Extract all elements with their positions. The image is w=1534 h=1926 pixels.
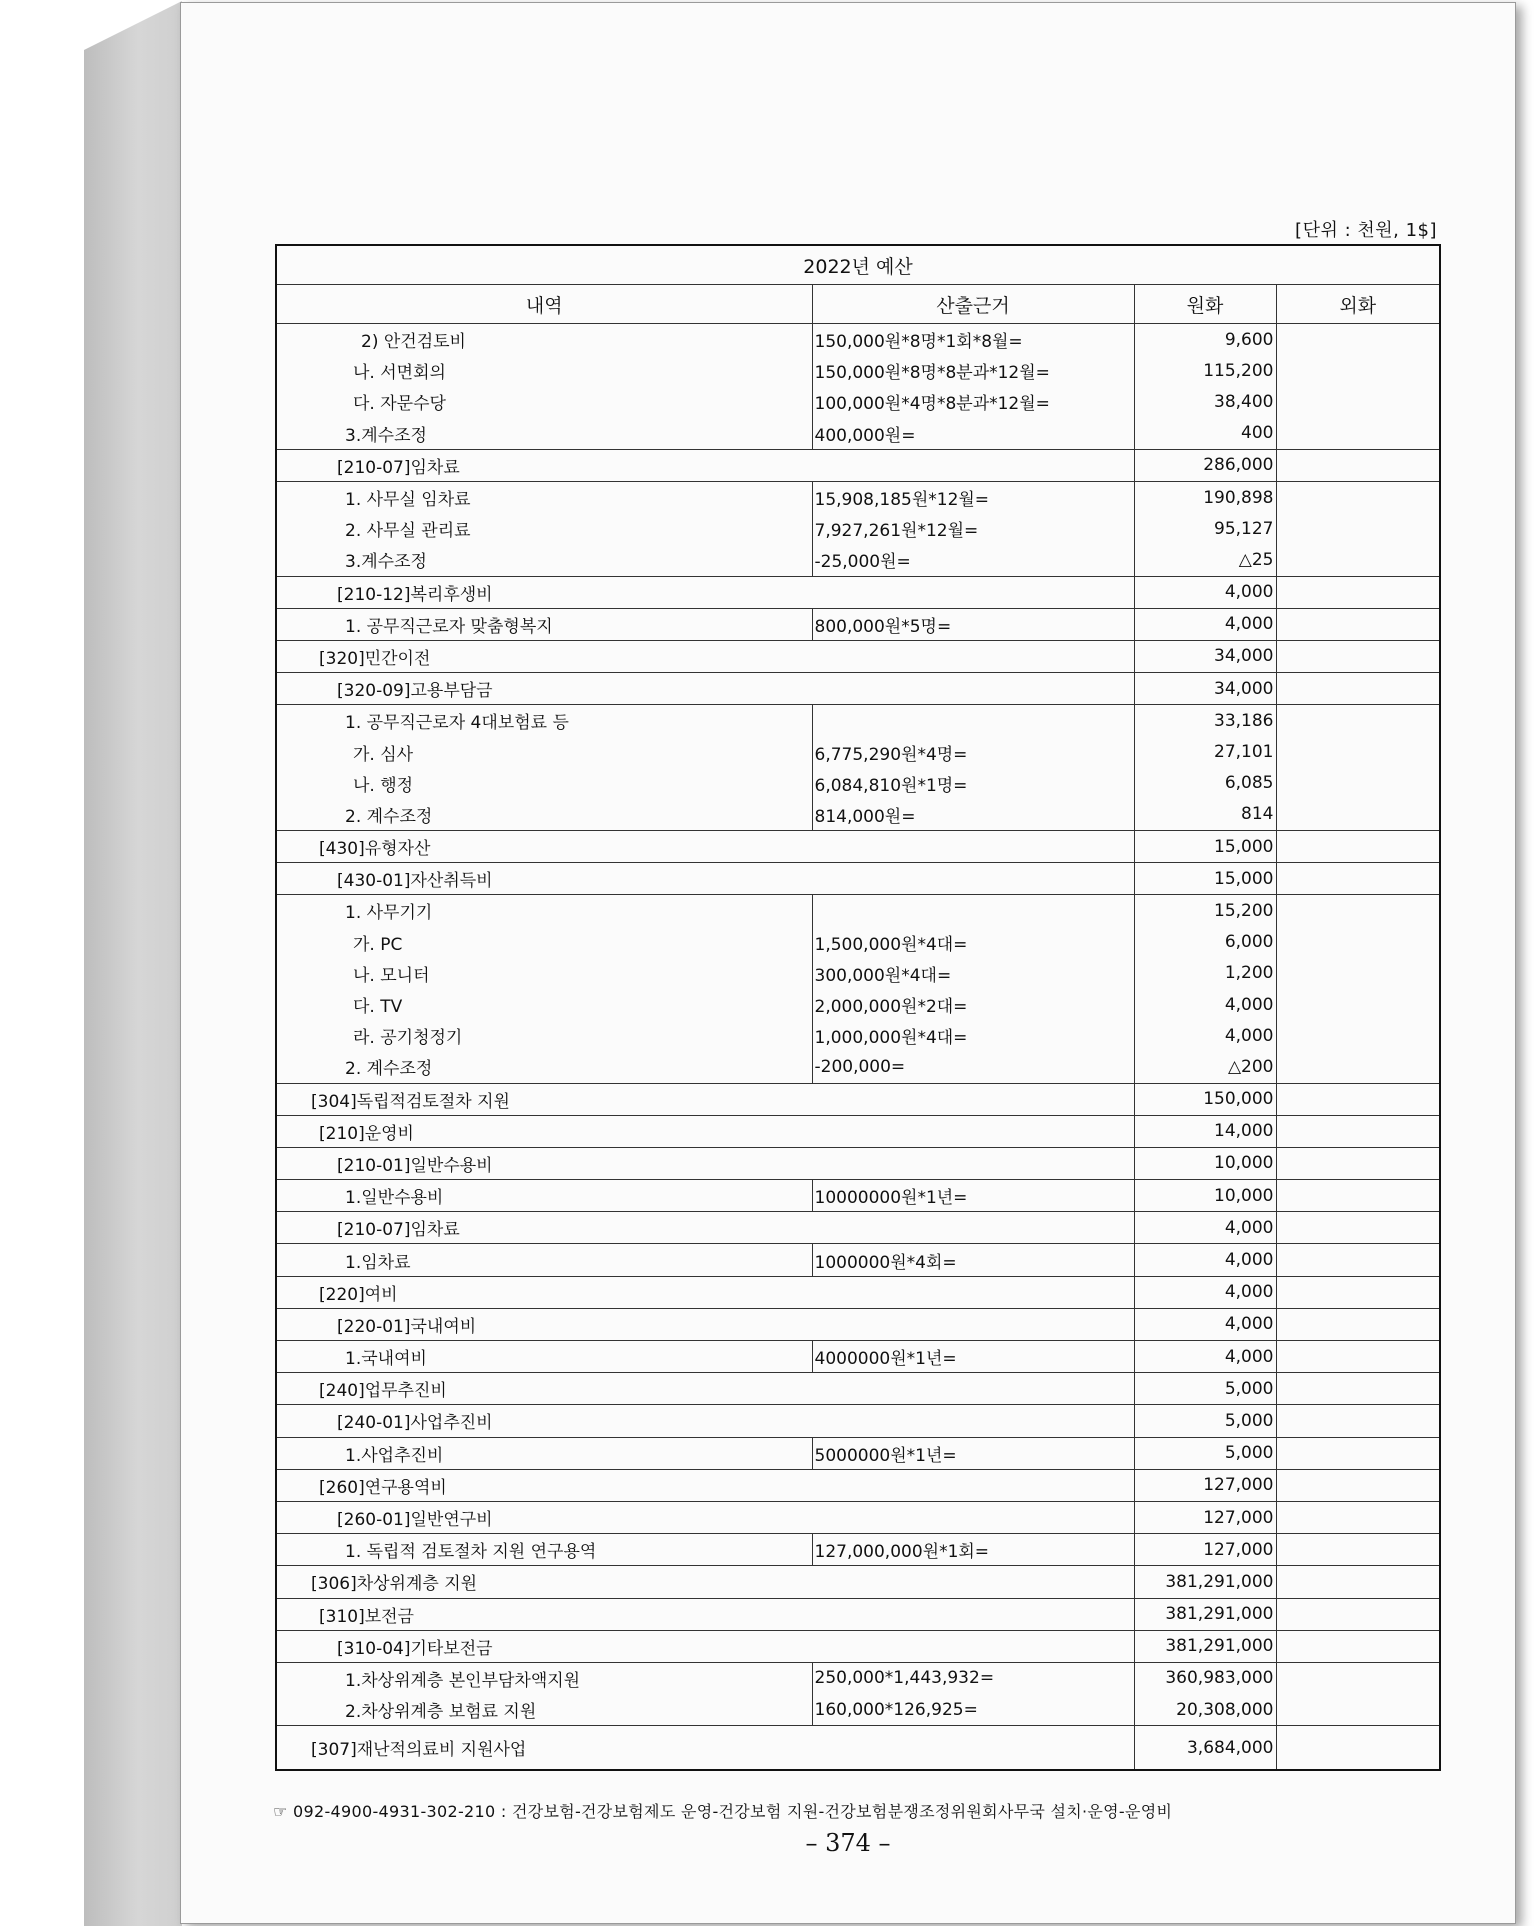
row-krw: 360,983,000	[1134, 1662, 1276, 1694]
row-item: [240-01]사업추진비	[276, 1405, 1134, 1437]
row-krw: 4,000	[1134, 1341, 1276, 1373]
row-foreign	[1276, 1694, 1440, 1726]
table-row	[276, 989, 1440, 1020]
row-foreign	[1276, 1566, 1440, 1598]
row-basis: 1,000,000원*4대=	[812, 1020, 1134, 1051]
row-basis: -200,000=	[812, 1051, 1134, 1083]
row-foreign	[1276, 1726, 1440, 1770]
table-row	[276, 1180, 1440, 1212]
header-item: 내역	[276, 285, 812, 324]
table-row	[276, 1694, 1440, 1726]
row-basis: 2,000,000원*2대=	[812, 989, 1134, 1020]
table-row	[276, 576, 1440, 608]
row-item: 2.차상위계층 보험료 지원	[276, 1694, 812, 1726]
budget-table	[275, 244, 1441, 1771]
table-row	[276, 1373, 1440, 1405]
row-krw: 3,684,000	[1134, 1726, 1276, 1770]
row-foreign	[1276, 513, 1440, 544]
row-item: [260]연구용역비	[276, 1469, 1134, 1501]
table-row	[276, 863, 1440, 895]
row-basis: 6,775,290원*4명=	[812, 736, 1134, 767]
row-krw: 34,000	[1134, 673, 1276, 705]
table-row	[276, 481, 1440, 513]
row-item: 1. 사무기기	[276, 895, 812, 927]
table-row	[276, 673, 1440, 705]
table-title: 2022년 예산	[276, 245, 1440, 285]
row-krw: 27,101	[1134, 736, 1276, 767]
row-item: [220]여비	[276, 1276, 1134, 1308]
row-krw: 190,898	[1134, 481, 1276, 513]
row-basis: 4000000원*1년=	[812, 1341, 1134, 1373]
table-row	[276, 1083, 1440, 1115]
table-row	[276, 1469, 1440, 1501]
row-krw: △25	[1134, 544, 1276, 576]
row-foreign	[1276, 673, 1440, 705]
row-foreign	[1276, 1244, 1440, 1276]
row-foreign	[1276, 1020, 1440, 1051]
row-foreign	[1276, 1662, 1440, 1694]
row-basis: 127,000,000원*1회=	[812, 1534, 1134, 1566]
row-item: 가. PC	[276, 927, 812, 958]
row-krw: 286,000	[1134, 449, 1276, 481]
row-item: 3.계수조정	[276, 544, 812, 576]
header-basis: 산출근거	[812, 285, 1134, 324]
row-item: [260-01]일반연구비	[276, 1501, 1134, 1533]
row-basis: 15,908,185원*12월=	[812, 481, 1134, 513]
row-item: [310-04]기타보전금	[276, 1630, 1134, 1662]
footnote: ☞ 092-4900-4931-302-210 : 건강보험-건강보험제도 운영-건강보험 지원-건강보험분쟁조정위원회사무국 설치·운영-운영비	[273, 1802, 1173, 1821]
row-krw: 381,291,000	[1134, 1630, 1276, 1662]
row-foreign	[1276, 736, 1440, 767]
row-item: 2. 사무실 관리료	[276, 513, 812, 544]
row-item: 3.계수조정	[276, 418, 812, 450]
row-item: 2. 계수조정	[276, 1051, 812, 1083]
page-number: – 374 –	[805, 1829, 891, 1857]
row-item: [220-01]국내여비	[276, 1308, 1134, 1340]
row-krw: 15,000	[1134, 863, 1276, 895]
row-foreign	[1276, 576, 1440, 608]
row-basis: 160,000*126,925=	[812, 1694, 1134, 1726]
row-basis: 250,000*1,443,932=	[812, 1662, 1134, 1694]
table-row	[276, 1566, 1440, 1598]
row-item: [210]운영비	[276, 1115, 1134, 1147]
table-row	[276, 768, 1440, 799]
table-row	[276, 1244, 1440, 1276]
table-row	[276, 895, 1440, 927]
table-row	[276, 386, 1440, 417]
table-row	[276, 1437, 1440, 1469]
row-krw: 127,000	[1134, 1534, 1276, 1566]
row-foreign	[1276, 1212, 1440, 1244]
row-krw: 95,127	[1134, 513, 1276, 544]
row-krw: 20,308,000	[1134, 1694, 1276, 1726]
row-krw: 33,186	[1134, 705, 1276, 737]
table-row	[276, 1405, 1440, 1437]
row-item: 다. 자문수당	[276, 386, 812, 417]
row-foreign	[1276, 768, 1440, 799]
table-row	[276, 1726, 1440, 1770]
row-item: 1. 독립적 검토절차 지원 연구용역	[276, 1534, 812, 1566]
header-foreign: 외화	[1276, 285, 1440, 324]
row-foreign	[1276, 418, 1440, 450]
row-krw: 5,000	[1134, 1405, 1276, 1437]
row-krw: 4,000	[1134, 989, 1276, 1020]
row-krw: 4,000	[1134, 576, 1276, 608]
row-item: 1. 공무직근로자 맞춤형복지	[276, 608, 812, 640]
row-foreign	[1276, 863, 1440, 895]
row-item: 가. 심사	[276, 736, 812, 767]
row-basis: 10000000원*1년=	[812, 1180, 1134, 1212]
table-row	[276, 1534, 1440, 1566]
row-foreign	[1276, 989, 1440, 1020]
row-item: [310]보전금	[276, 1598, 1134, 1630]
document-page	[180, 2, 1516, 1924]
row-krw: 1,200	[1134, 958, 1276, 989]
row-krw: 4,000	[1134, 1308, 1276, 1340]
table-row	[276, 1308, 1440, 1340]
row-item: 1.일반수용비	[276, 1180, 812, 1212]
row-foreign	[1276, 1437, 1440, 1469]
table-row	[276, 355, 1440, 386]
table-row	[276, 831, 1440, 863]
table-row	[276, 736, 1440, 767]
row-krw: 15,200	[1134, 895, 1276, 927]
row-foreign	[1276, 1115, 1440, 1147]
row-foreign	[1276, 1373, 1440, 1405]
row-krw: 127,000	[1134, 1501, 1276, 1533]
table-row	[276, 1115, 1440, 1147]
row-krw: 4,000	[1134, 1212, 1276, 1244]
table-row	[276, 1598, 1440, 1630]
row-basis: 6,084,810원*1명=	[812, 768, 1134, 799]
row-item: 다. TV	[276, 989, 812, 1020]
row-item: 2. 계수조정	[276, 799, 812, 831]
row-foreign	[1276, 1083, 1440, 1115]
row-foreign	[1276, 481, 1440, 513]
row-item: [306]차상위계층 지원	[276, 1566, 1134, 1598]
header-krw: 원화	[1134, 285, 1276, 324]
row-item: [240]업무추진비	[276, 1373, 1134, 1405]
table-row	[276, 927, 1440, 958]
row-krw: 5,000	[1134, 1373, 1276, 1405]
row-krw: 6,085	[1134, 768, 1276, 799]
row-foreign	[1276, 705, 1440, 737]
row-krw: 10,000	[1134, 1147, 1276, 1179]
row-item: 1. 공무직근로자 4대보험료 등	[276, 705, 812, 737]
row-foreign	[1276, 544, 1440, 576]
row-item: 1. 사무실 임차료	[276, 481, 812, 513]
row-basis: 400,000원=	[812, 418, 1134, 450]
row-foreign	[1276, 1501, 1440, 1533]
row-foreign	[1276, 1598, 1440, 1630]
table-row	[276, 1341, 1440, 1373]
row-krw: 4,000	[1134, 1244, 1276, 1276]
row-item: [430-01]자산취득비	[276, 863, 1134, 895]
table-row	[276, 418, 1440, 450]
row-foreign	[1276, 608, 1440, 640]
row-basis: -25,000원=	[812, 544, 1134, 576]
row-krw: 400	[1134, 418, 1276, 450]
table-row	[276, 1020, 1440, 1051]
row-item: 나. 서면회의	[276, 355, 812, 386]
row-item: 라. 공기청정기	[276, 1020, 812, 1051]
table-body	[276, 324, 1440, 1770]
row-foreign	[1276, 831, 1440, 863]
unit-label: [단위 : 천원, 1$]	[1295, 220, 1437, 241]
row-basis: 7,927,261원*12월=	[812, 513, 1134, 544]
row-item: [320-09]고용부담금	[276, 673, 1134, 705]
row-basis: 5000000원*1년=	[812, 1437, 1134, 1469]
row-basis: 100,000원*4명*8분과*12월=	[812, 386, 1134, 417]
row-krw: 5,000	[1134, 1437, 1276, 1469]
row-krw: △200	[1134, 1051, 1276, 1083]
table-row	[276, 324, 1440, 356]
row-foreign	[1276, 1147, 1440, 1179]
row-foreign	[1276, 386, 1440, 417]
row-item: 1.차상위계층 본인부담차액지원	[276, 1662, 812, 1694]
row-item: [304]독립적검토절차 지원	[276, 1083, 1134, 1115]
row-item: [210-07]임차료	[276, 1212, 1134, 1244]
row-krw: 34,000	[1134, 640, 1276, 672]
row-foreign	[1276, 958, 1440, 989]
table-row	[276, 799, 1440, 831]
row-krw: 38,400	[1134, 386, 1276, 417]
row-krw: 10,000	[1134, 1180, 1276, 1212]
table-row	[276, 640, 1440, 672]
row-item: [320]민간이전	[276, 640, 1134, 672]
row-basis: 1000000원*4회=	[812, 1244, 1134, 1276]
table-row	[276, 1276, 1440, 1308]
row-item: 1.임차료	[276, 1244, 812, 1276]
row-krw: 4,000	[1134, 608, 1276, 640]
row-krw: 15,000	[1134, 831, 1276, 863]
row-foreign	[1276, 1341, 1440, 1373]
row-foreign	[1276, 1630, 1440, 1662]
row-krw: 814	[1134, 799, 1276, 831]
book-edge	[84, 0, 182, 1926]
row-foreign	[1276, 1469, 1440, 1501]
row-foreign	[1276, 355, 1440, 386]
table-row	[276, 513, 1440, 544]
row-item: 1.국내여비	[276, 1341, 812, 1373]
table-row	[276, 705, 1440, 737]
row-foreign	[1276, 640, 1440, 672]
row-item: [210-01]일반수용비	[276, 1147, 1134, 1179]
row-krw: 4,000	[1134, 1276, 1276, 1308]
table-row	[276, 449, 1440, 481]
table-row	[276, 1051, 1440, 1083]
row-item: [210-12]복리후생비	[276, 576, 1134, 608]
row-krw: 4,000	[1134, 1020, 1276, 1051]
row-foreign	[1276, 1180, 1440, 1212]
table-row	[276, 1147, 1440, 1179]
row-item: [307]재난적의료비 지원사업	[276, 1726, 1134, 1770]
table-row	[276, 1662, 1440, 1694]
row-krw: 127,000	[1134, 1469, 1276, 1501]
row-basis	[812, 705, 1134, 737]
row-krw: 9,600	[1134, 324, 1276, 356]
row-foreign	[1276, 324, 1440, 356]
row-foreign	[1276, 1051, 1440, 1083]
row-basis	[812, 895, 1134, 927]
row-krw: 6,000	[1134, 927, 1276, 958]
row-basis: 814,000원=	[812, 799, 1134, 831]
row-krw: 381,291,000	[1134, 1598, 1276, 1630]
row-foreign	[1276, 449, 1440, 481]
row-foreign	[1276, 1276, 1440, 1308]
row-basis: 800,000원*5명=	[812, 608, 1134, 640]
row-foreign	[1276, 895, 1440, 927]
row-krw: 381,291,000	[1134, 1566, 1276, 1598]
row-basis: 150,000원*8명*1회*8월=	[812, 324, 1134, 356]
row-basis: 300,000원*4대=	[812, 958, 1134, 989]
row-krw: 14,000	[1134, 1115, 1276, 1147]
table-row	[276, 958, 1440, 989]
row-item: 2) 안건검토비	[276, 324, 812, 356]
table-row	[276, 1630, 1440, 1662]
table-row	[276, 544, 1440, 576]
row-item: 나. 모니터	[276, 958, 812, 989]
table-row	[276, 608, 1440, 640]
row-krw: 115,200	[1134, 355, 1276, 386]
row-foreign	[1276, 799, 1440, 831]
row-item: 1.사업추진비	[276, 1437, 812, 1469]
row-foreign	[1276, 1308, 1440, 1340]
row-basis: 1,500,000원*4대=	[812, 927, 1134, 958]
row-krw: 150,000	[1134, 1083, 1276, 1115]
row-item: [210-07]임차료	[276, 449, 1134, 481]
table-row	[276, 1212, 1440, 1244]
row-item: 나. 행정	[276, 768, 812, 799]
row-foreign	[1276, 1534, 1440, 1566]
table-row	[276, 1501, 1440, 1533]
row-foreign	[1276, 927, 1440, 958]
row-basis: 150,000원*8명*8분과*12월=	[812, 355, 1134, 386]
row-foreign	[1276, 1405, 1440, 1437]
row-item: [430]유형자산	[276, 831, 1134, 863]
